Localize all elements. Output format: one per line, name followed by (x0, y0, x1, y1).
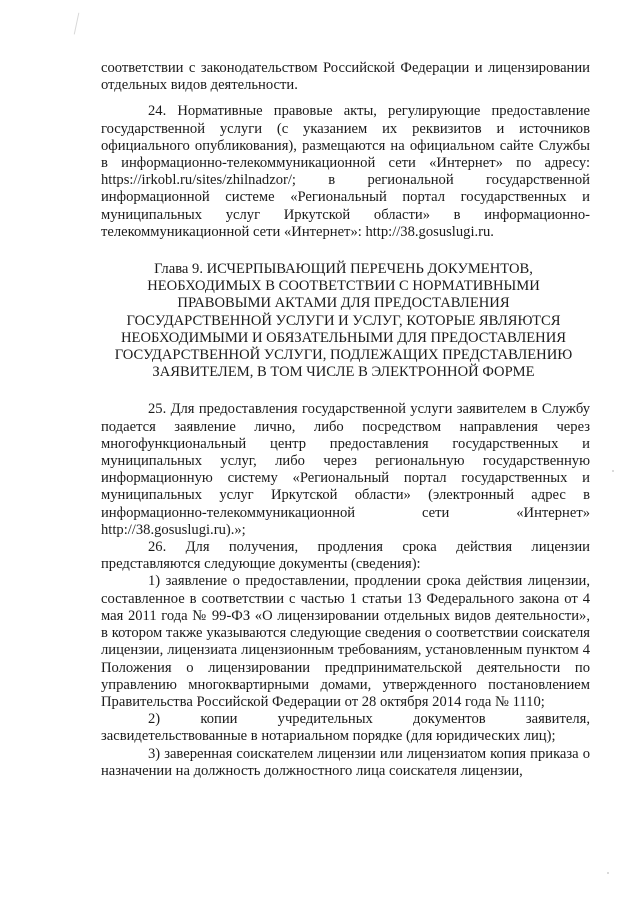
chapter-heading-line: Глава 9. ИСЧЕРПЫВАЮЩИЙ ПЕРЕЧЕНЬ ДОКУМЕНТОВ, (154, 261, 533, 278)
paragraph-24: 24. Нормативные правовые акты, регулирующие предоставление государственной услуги (с указанием их реквизитов и источников официального опубликования), размещаются на официальном сайте Службы в информационно-телекоммуникационной сети «Интернет» по адресу: https://irkobl.ru/sites/zhilnadzor/; в региональной государственной информационной системе «Региональный портал государственных и муниципальных услуг Иркутской области» в информационно-телекоммуникационной сети «Интернет»: http://38.gosuslugi.ru. (101, 103, 590, 240)
paragraph-25: 25. Для предоставления государственной услуги заявителем в Службу подается заявление лично, либо посредством направления через многофункциональный центр предоставления государственных и муниципальных услуг, либо через региональную государственную информационную систему «Региональный портал государственных и муниципальных услуг Иркутской области» (электронный адрес в информационно-телекоммуникационной сети «Интернет» http://38.gosuslugi.ru).»; (101, 401, 590, 538)
list-item-1: 1) заявление о предоставлении, продлении срока действия лицензии, составленное в соответствии с частью 1 статьи 13 Федерального закона от 4 мая 2011 года № 99-ФЗ «О лицензировании отдельных видов деятельности», в котором также указываются следующие сведения о соответствии соискателя лицензии, лицензиата лицензионным требованиям, установленным пунктом 4 Положения о лицензировании предпринимательской деятельности по управлению многоквартирными домами, утвержденного постановлением Правительства Российской Федерации от 28 октября 2014 года № 1110; (101, 573, 590, 710)
chapter-heading-line: ЗАЯВИТЕЛЕМ, В ТОМ ЧИСЛЕ В ЭЛЕКТРОННОЙ ФОРМЕ (152, 364, 535, 381)
paragraph-continuation: соответствии с законодательством Российской Федерации и лицензировании отдельных видов деятельности. (101, 60, 590, 94)
scan-speck (612, 470, 614, 472)
paragraph-26: 26. Для получения, продления срока действия лицензии представляются следующие документы (сведения): (101, 539, 590, 573)
list-item-3: 3) заверенная соискателем лицензии или лицензиатом копия приказа о назначении на должность должностного лица соискателя лицензии, (101, 745, 590, 779)
list-item-2: 2) копии учредительных документов заявителя, засвидетельствованные в нотариальном порядке (для юридических лиц); (101, 711, 590, 745)
chapter-heading-line: ПРАВОВЫМИ АКТАМИ ДЛЯ ПРЕДОСТАВЛЕНИЯ (177, 295, 510, 312)
scan-mark (74, 13, 83, 36)
chapter-heading-line: НЕОБХОДИМЫМИ И ОБЯЗАТЕЛЬНЫМИ ДЛЯ ПРЕДОСТАВЛЕНИЯ (121, 329, 566, 346)
scan-speck (607, 872, 609, 874)
chapter-heading-line: ГОСУДАРСТВЕННОЙ УСЛУГИ, ПОДЛЕЖАЩИХ ПРЕДСТАВЛЕНИЮ (114, 347, 573, 364)
chapter-heading-line: НЕОБХОДИМЫХ В СООТВЕТСТВИИ С НОРМАТИВНЫМИ (147, 278, 540, 295)
chapter-heading (97, 261, 590, 381)
chapter-heading-line: ГОСУДАРСТВЕННОЙ УСЛУГИ И УСЛУГ, КОТОРЫЕ ЯВЛЯЮТСЯ (126, 312, 561, 329)
